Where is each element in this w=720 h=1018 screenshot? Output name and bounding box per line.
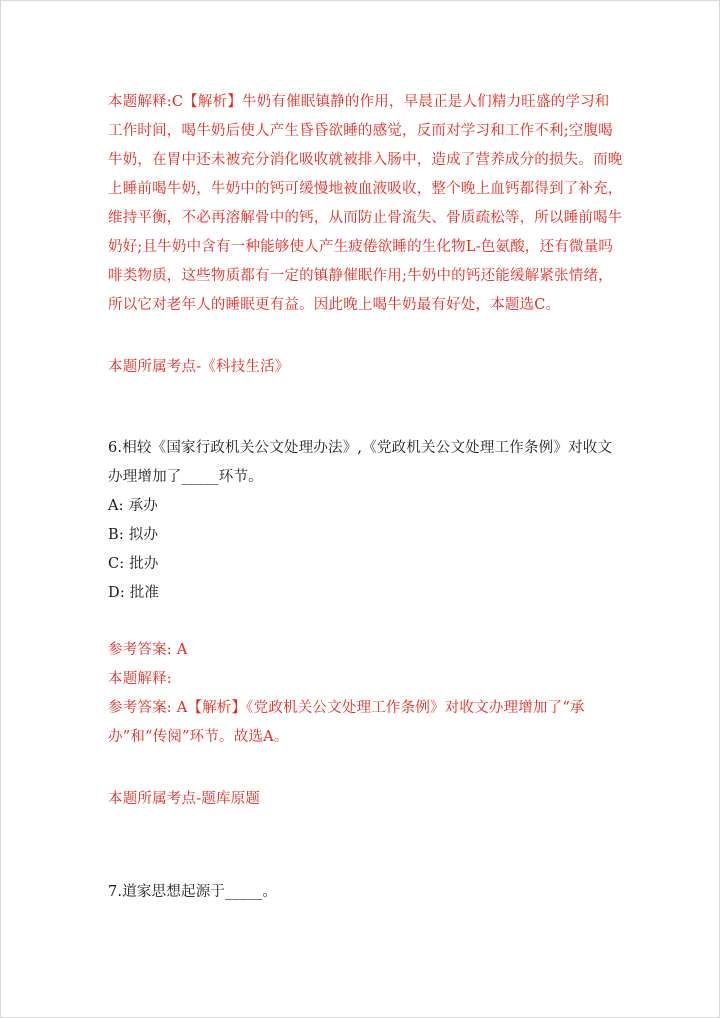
q6-option-a: A: 承办	[108, 498, 158, 514]
q6-explanation: 参考答案: A【解析】《党政机关公文处理工作条例》对收文办理增加了“承办”和“传阅”环节。故选A。	[108, 700, 585, 745]
q6-option-d: D: 批准	[108, 585, 160, 601]
document-body	[108, 88, 623, 907]
q6-option-c: C: 批办	[108, 556, 159, 572]
q6-knowledge-point: 本题所属考点-题库原题	[108, 791, 261, 807]
q6-stem: 6.相较《国家行政机关公文处理办法》,《党政机关公文处理工作条例》对收文办理增加了_____环节。	[108, 440, 613, 485]
q6-explanation-label: 本题解释:	[108, 671, 172, 687]
q6-option-b: B: 拟办	[108, 527, 159, 543]
q7-stem: 7.道家思想起源于_____。	[108, 884, 278, 900]
q5-knowledge-point: 本题所属考点-《科技生活》	[108, 359, 290, 375]
q6-answer: 参考答案: A	[108, 642, 188, 658]
q5-explanation: 本题解释:C【解析】牛奶有催眠镇静的作用，早晨正是人们精力旺盛的学习和工作时间，喝牛奶后使人产生昏昏欲睡的感觉，反而对学习和工作不利;空腹喝牛奶，在胃中还未被充分消化吸收就被排入肠中，造成了营养成分的损失。而晚上睡前喝牛奶，牛奶中的钙可缓慢地被血液吸收，整个晚上血钙都得到了补充，维持平衡，不必再溶解骨中的钙，从而防止骨流失、骨质疏松等，所以睡前喝牛奶好;且牛奶中含有一种能够使人产生疲倦欲睡的生化物L-色氨酸，还有微量吗啡类物质，这些物质都有一定的镇静催眠作用;牛奶中的钙还能缓解紧张情绪，所以它对老年人的睡眠更有益。因此晚上喝牛奶最有好处，本题选C。	[108, 94, 623, 313]
